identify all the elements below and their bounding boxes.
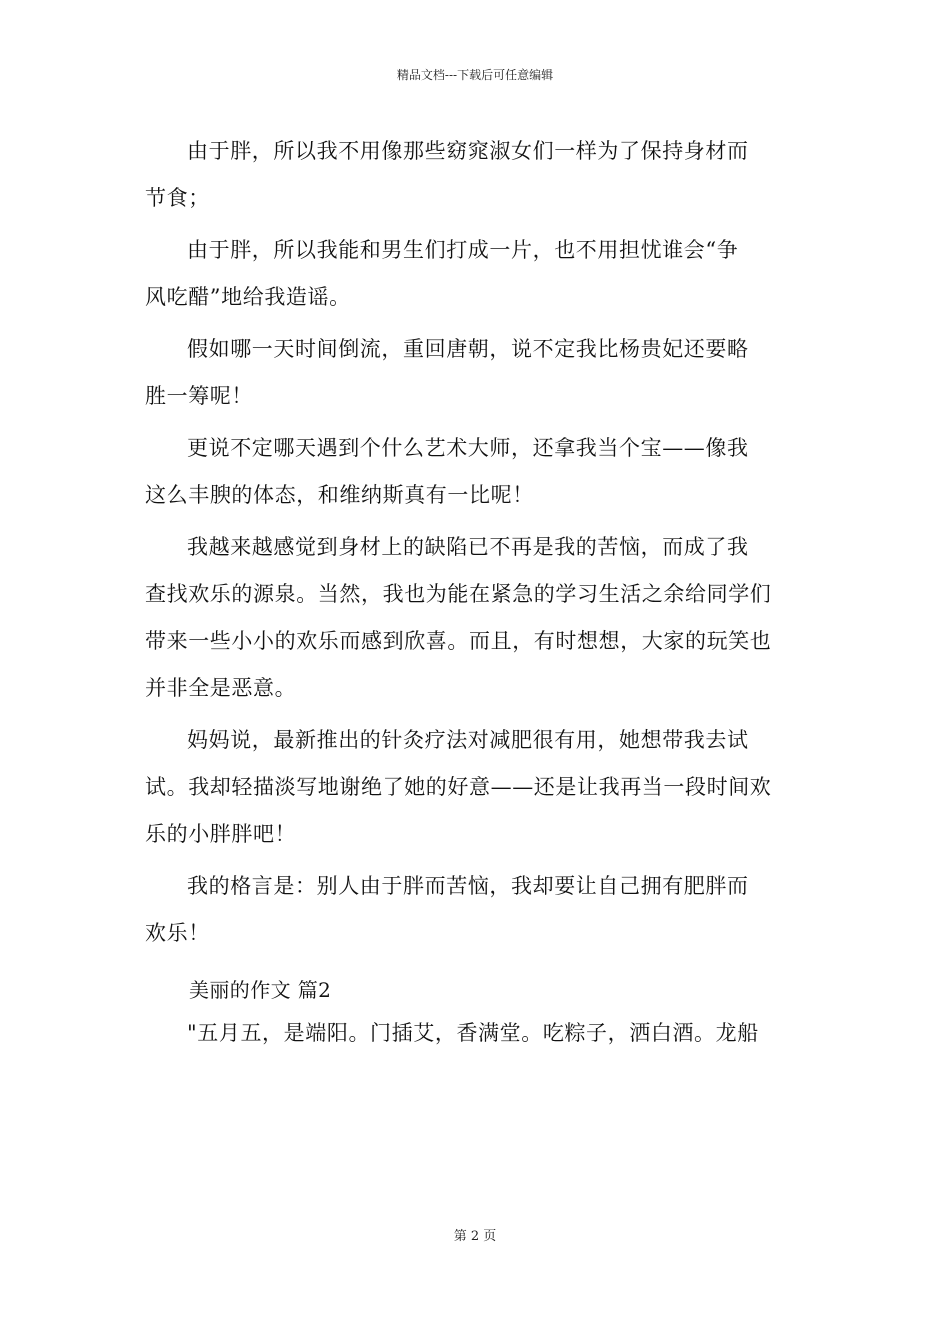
- paragraph-line: 假如哪一天时间倒流，重回唐朝，说不定我比杨贵妃还要略: [187, 337, 749, 361]
- paragraph-1: [145, 128, 809, 227]
- paragraph-2: [145, 227, 809, 326]
- paragraph-line: 带来一些小小的欢乐而感到欣喜。而且，有时想想，大家的玩笑也: [145, 629, 772, 653]
- paragraph-line: "五月五，是端阳。门插艾，香满堂。吃粽子，洒白酒。龙船: [187, 1021, 759, 1045]
- paragraph-line: 我的格言是：别人由于胖而苦恼，我却要让自己拥有肥胖而: [187, 874, 749, 898]
- paragraph-line: 试。我却轻描淡写地谢绝了她的好意——还是让我再当一段时间欢: [145, 775, 772, 799]
- section-heading: 美丽的作文 篇2: [189, 978, 332, 1002]
- page-footer: 第 2 页: [453, 1229, 497, 1244]
- paragraph-4: [145, 425, 809, 524]
- paragraph-line: 风吃醋”地给我造谣。: [145, 285, 351, 309]
- paragraph-line: 节食；: [145, 186, 210, 210]
- paragraph-7: [145, 863, 809, 962]
- paragraph-line: 由于胖，所以我能和男生们打成一片，也不用担忧谁会“争: [187, 238, 739, 262]
- document-body: [145, 128, 809, 1062]
- paragraph-5: [145, 524, 809, 717]
- paragraph-3: [145, 326, 809, 425]
- page-header: 精品文档---下载后可任意编辑: [396, 68, 554, 82]
- paragraph-line: 妈妈说，最新推出的针灸疗法对减肥很有用，她想带我去试: [187, 728, 749, 752]
- paragraph-8: [145, 1010, 809, 1062]
- paragraph-line: 由于胖，所以我不用像那些窈窕淑女们一样为了保持身材而: [187, 139, 749, 163]
- paragraph-line: 并非全是恶意。: [145, 676, 297, 700]
- paragraph-line: 查找欢乐的源泉。当然，我也为能在紧急的学习生活之余给同学们: [145, 582, 772, 606]
- paragraph-line: 胜一筹呢！: [145, 384, 253, 408]
- paragraph-6: [145, 717, 809, 863]
- paragraph-line: 这么丰腴的体态，和维纳斯真有一比呢！: [145, 483, 534, 507]
- paragraph-line: 欢乐！: [145, 921, 210, 945]
- paragraph-line: 更说不定哪天遇到个什么艺术大师，还拿我当个宝——像我: [187, 436, 749, 460]
- paragraph-line: 乐的小胖胖吧！: [145, 822, 297, 846]
- paragraph-line: 我越来越感觉到身材上的缺陷已不再是我的苦恼，而成了我: [187, 535, 749, 559]
